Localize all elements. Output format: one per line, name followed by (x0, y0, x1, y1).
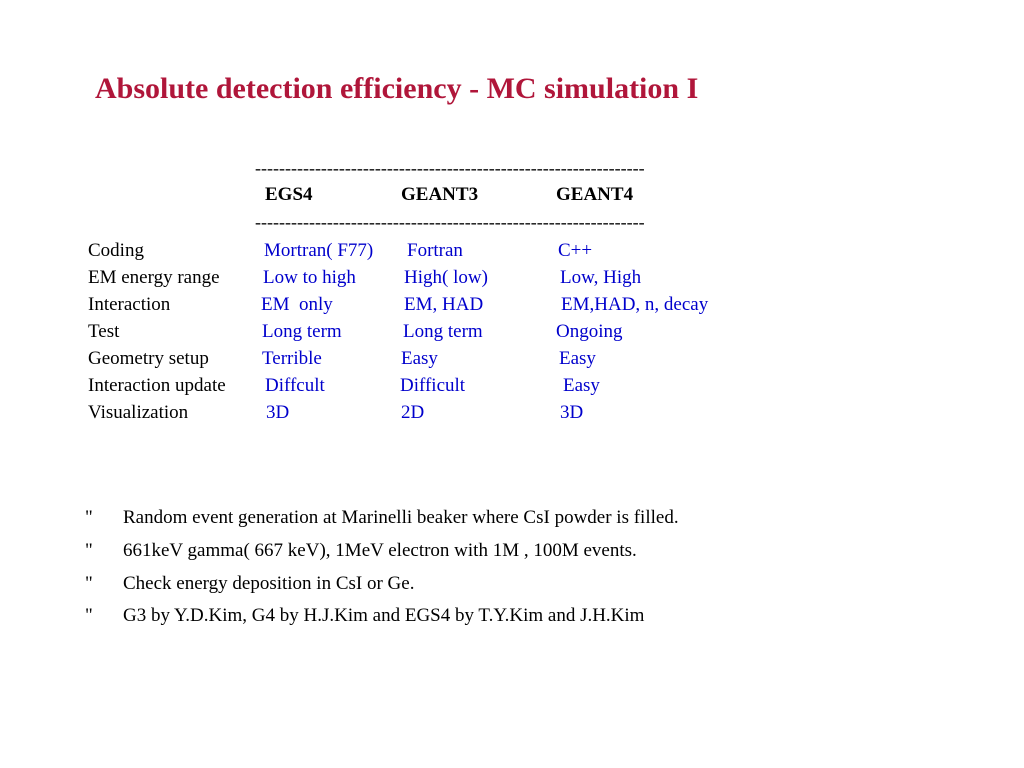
row-label-visualization: Visualization (88, 402, 189, 423)
cell-coding-geant3: Fortran (407, 240, 463, 261)
cell-update-geant4: Easy (563, 375, 600, 396)
cell-visualization-egs4: 3D (266, 402, 290, 423)
cell-coding-geant4: C++ (558, 240, 593, 261)
cell-test-geant4: Ongoing (556, 321, 623, 342)
bullet-text: Check energy deposition in CsI or Ge. (123, 573, 415, 594)
bullet-item (85, 507, 679, 529)
cell-test-egs4: Long term (262, 321, 342, 342)
table-separator-top: ----------------------------------------------------------------- (255, 158, 645, 178)
row-label-interaction-update: Interaction update (88, 375, 226, 396)
bullet-marker-icon: " (85, 540, 93, 561)
bullet-item (85, 605, 644, 627)
table-separator-bottom: ----------------------------------------------------------------- (255, 212, 645, 232)
cell-visualization-geant4: 3D (560, 402, 584, 423)
bullet-marker-icon: " (85, 573, 93, 594)
bullet-item (85, 540, 637, 562)
cell-em-range-egs4: Low to high (263, 267, 356, 288)
cell-interaction-geant3: EM, HAD (404, 294, 484, 315)
row-label-coding: Coding (88, 240, 144, 261)
bullet-marker-icon: " (85, 605, 93, 626)
row-label-geometry-setup: Geometry setup (88, 348, 209, 369)
cell-update-geant3: Difficult (400, 375, 466, 396)
bullet-item (85, 573, 414, 595)
cell-geometry-geant3: Easy (401, 348, 438, 369)
row-label-interaction: Interaction (88, 294, 171, 315)
cell-interaction-geant4: EM,HAD, n, decay (561, 294, 709, 315)
cell-geometry-egs4: Terrible (262, 348, 322, 369)
header-geant3: GEANT3 (401, 184, 479, 205)
bullet-text: 661keV gamma( 667 keV), 1MeV electron with 1M , 100M events. (123, 540, 637, 561)
cell-em-range-geant4: Low, High (560, 267, 642, 288)
cell-update-egs4: Diffcult (265, 375, 325, 396)
header-egs4: EGS4 (265, 184, 313, 205)
row-label-em-energy-range: EM energy range (88, 267, 220, 288)
bullet-text: G3 by Y.D.Kim, G4 by H.J.Kim and EGS4 by T.Y.Kim and J.H.Kim (123, 605, 645, 626)
cell-coding-egs4: Mortran( F77) (264, 240, 374, 261)
bullet-marker-icon: " (85, 507, 93, 528)
slide-title: Absolute detection efficiency - MC simulation I (95, 72, 699, 105)
cell-geometry-geant4: Easy (559, 348, 596, 369)
cell-test-geant3: Long term (403, 321, 483, 342)
cell-interaction-egs4: EM only (261, 294, 333, 315)
row-label-test: Test (88, 321, 120, 342)
cell-em-range-geant3: High( low) (404, 267, 488, 288)
cell-visualization-geant3: 2D (401, 402, 425, 423)
header-geant4: GEANT4 (556, 184, 634, 205)
bullet-text: Random event generation at Marinelli beaker where CsI powder is filled. (123, 507, 679, 528)
